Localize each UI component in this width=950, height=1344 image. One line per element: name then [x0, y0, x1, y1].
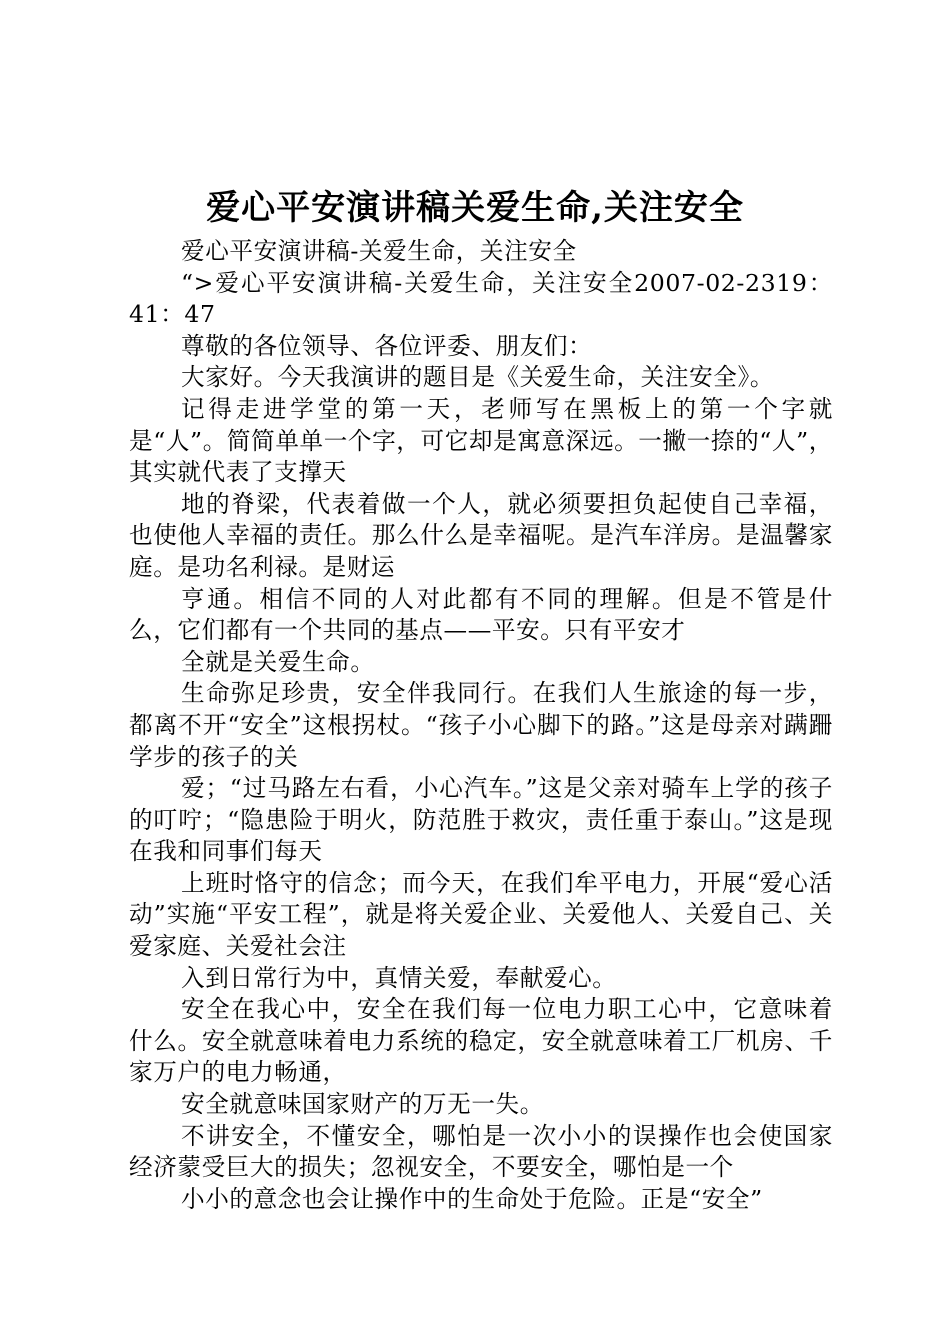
paragraph: 记得走进学堂的第一天，老师写在黑板上的第一个字就是“人”。简简单单一个字，可它却是寓意深远。一撇一捺的“人”，其实就代表了支撑天 [129, 394, 833, 487]
paragraph: 爱；“过马路左右看，小心汽车。”这是父亲对骑车上学的孩子的叮咛；“隐患险于明火，防范胜于救灾，责任重于泰山。”这是现在我和同事们每天 [129, 774, 833, 866]
paragraph: 全就是关爱生命。 [181, 647, 375, 676]
paragraph: 大家好。今天我演讲的题目是《关爱生命，关注安全》。 [181, 363, 775, 392]
paragraph: 安全在我心中，安全在我们每一位电力职工心中，它意味着什么。安全就意味着电力系统的稳定，安全就意味着工厂机房、千家万户的电力畅通， [129, 995, 833, 1087]
paragraph: 生命弥足珍贵，安全伴我同行。在我们人生旅途的每一步，都离不开“安全”这根拐杖。“孩子小心脚下的路。”这是母亲对蹒跚学步的孩子的关 [129, 679, 833, 771]
paragraph: 入到日常行为中，真情关爱，奉献爱心。 [181, 963, 617, 992]
paragraph: 尊敬的各位领导、各位评委、朋友们： [181, 331, 593, 360]
document-title: 爱心平安演讲稿关爱生命,关注安全 [206, 188, 744, 228]
paragraph: 不讲安全，不懂安全，哪怕是一次小小的误操作也会使国家经济蒙受巨大的损失；忽视安全，不要安全，哪怕是一个 [129, 1121, 833, 1182]
paragraph: 安全就意味国家财产的万无一失。 [181, 1090, 544, 1119]
paragraph: 小小的意念也会让操作中的生命处于危险。正是“安全” [181, 1184, 763, 1213]
paragraph: 上班时恪守的信念；而今天，在我们牟平电力，开展“爱心活动”实施“平安工程”，就是将关爱企业、关爱他人、关爱自己、关爱家庭、关爱社会注 [129, 868, 833, 961]
paragraph: 地的脊梁，代表着做一个人，就必须要担负起使自己幸福，也使他人幸福的责任。那么什么是幸福呢。是汽车洋房。是温馨家庭。是功名利禄。是财运 [129, 489, 833, 581]
paragraph: “>爱心平安演讲稿-关爱生命，关注安全2007-02-2319：41：47 [129, 268, 833, 329]
paragraph: 爱心平安演讲稿-关爱生命，关注安全 [181, 237, 577, 265]
document-body [129, 236, 833, 1215]
paragraph: 亨通。相信不同的人对此都有不同的理解。但是不管是什么，它们都有一个共同的基点——平安。只有平安才 [129, 584, 833, 645]
